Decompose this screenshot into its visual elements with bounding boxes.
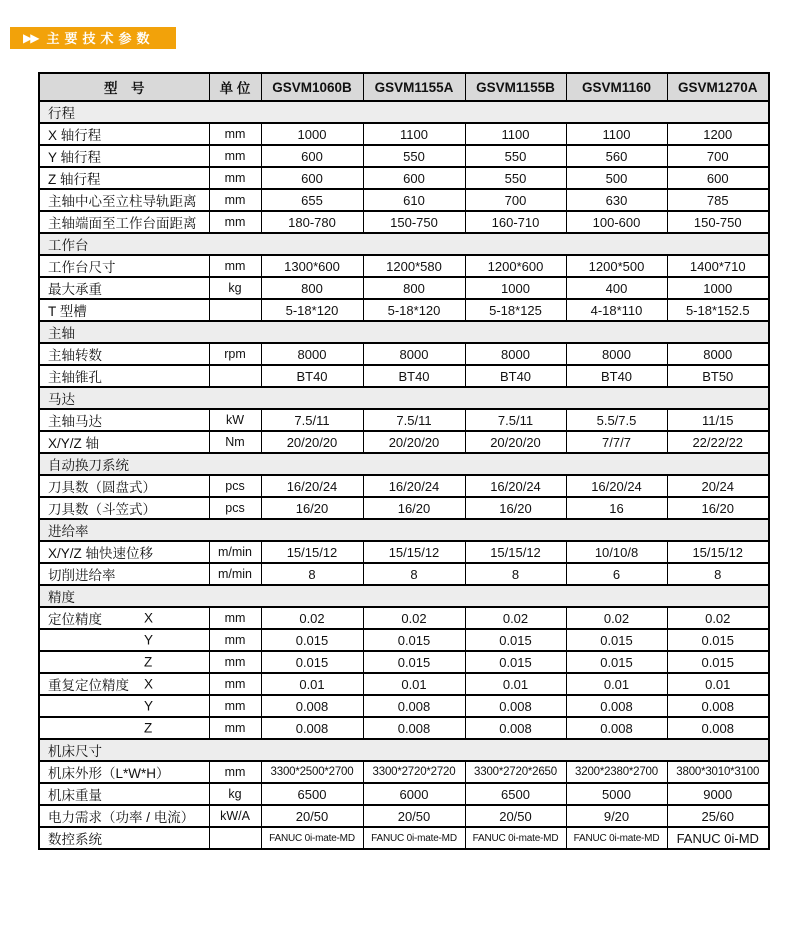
value-cell: 600 — [667, 167, 769, 189]
value-cell: 0.008 — [261, 717, 363, 739]
value-cell: 5-18*120 — [261, 299, 363, 321]
value-cell: 20/20/20 — [363, 431, 465, 453]
value-cell: 6 — [566, 563, 667, 585]
value-cell: 22/22/22 — [667, 431, 769, 453]
spec-row — [39, 695, 769, 717]
unit-cell: mm — [209, 629, 261, 651]
value-cell: 1200 — [667, 123, 769, 145]
value-cell: 0.01 — [566, 673, 667, 695]
value-cell: 7.5/11 — [465, 409, 566, 431]
value-cell: 1300*600 — [261, 255, 363, 277]
value-cell: 8000 — [261, 343, 363, 365]
value-cell: 16/20/24 — [261, 475, 363, 497]
row-label-cell — [39, 497, 209, 519]
row-label-cell — [39, 475, 209, 497]
spec-row — [39, 629, 769, 651]
row-label: X/Y/Z 轴快速位移 — [48, 546, 154, 561]
section-banner — [10, 27, 176, 49]
value-cell: 16/20/24 — [363, 475, 465, 497]
value-cell: 550 — [363, 145, 465, 167]
value-cell: FANUC 0i-mate-MD — [363, 827, 465, 849]
value-cell: 5-18*120 — [363, 299, 465, 321]
spec-row — [39, 145, 769, 167]
row-label: 工作台尺寸 — [48, 260, 116, 275]
row-label: 电力需求（功率 / 电流） — [48, 810, 195, 825]
value-cell: 0.015 — [465, 629, 566, 651]
value-cell: 5000 — [566, 783, 667, 805]
value-cell: 630 — [566, 189, 667, 211]
unit-cell: mm — [209, 189, 261, 211]
value-cell: 4-18*110 — [566, 299, 667, 321]
row-label-cell — [39, 783, 209, 805]
row-label-cell — [39, 409, 209, 431]
section-row — [39, 387, 769, 409]
value-cell: 550 — [465, 145, 566, 167]
value-cell: 0.015 — [465, 651, 566, 673]
value-cell: 500 — [566, 167, 667, 189]
section-row — [39, 101, 769, 123]
value-cell: 560 — [566, 145, 667, 167]
value-cell: 0.02 — [363, 607, 465, 629]
spec-row — [39, 409, 769, 431]
value-cell: 6000 — [363, 783, 465, 805]
value-cell: FANUC 0i-mate-MD — [261, 827, 363, 849]
unit-cell: kg — [209, 783, 261, 805]
value-cell: 1200*600 — [465, 255, 566, 277]
value-cell: 0.008 — [667, 717, 769, 739]
value-cell: 16/20/24 — [465, 475, 566, 497]
value-cell: 8 — [667, 563, 769, 585]
section-label: 主轴 — [39, 321, 769, 343]
value-cell: 0.008 — [566, 695, 667, 717]
row-label-cell — [39, 299, 209, 321]
spec-row — [39, 277, 769, 299]
column-header-GSVM1155A: GSVM1155A — [363, 73, 465, 101]
unit-cell: kW/A — [209, 805, 261, 827]
value-cell: 800 — [261, 277, 363, 299]
value-cell: 0.02 — [667, 607, 769, 629]
row-label-cell — [39, 431, 209, 453]
value-cell: 655 — [261, 189, 363, 211]
section-label: 进给率 — [39, 519, 769, 541]
header-row — [39, 73, 769, 101]
value-cell: 0.015 — [667, 651, 769, 673]
unit-cell: mm — [209, 607, 261, 629]
row-label-cell — [39, 607, 209, 629]
row-label-cell — [39, 343, 209, 365]
spec-row — [39, 299, 769, 321]
value-cell: 20/20/20 — [261, 431, 363, 453]
row-label-cell — [39, 651, 209, 673]
value-cell: 1200*500 — [566, 255, 667, 277]
row-label-cell — [39, 629, 209, 651]
spec-row — [39, 343, 769, 365]
section-row — [39, 321, 769, 343]
value-cell: 180-780 — [261, 211, 363, 233]
value-cell: 0.01 — [465, 673, 566, 695]
row-label-cell — [39, 761, 209, 783]
value-cell: 3300*2720*2650 — [465, 761, 566, 783]
row-label: 主轴转数 — [48, 348, 102, 363]
row-label: 刀具数（斗笠式） — [48, 502, 156, 517]
row-label-cell — [39, 827, 209, 849]
value-cell: 0.008 — [363, 717, 465, 739]
spec-row — [39, 211, 769, 233]
axis-label: X — [144, 610, 154, 626]
value-cell: 20/50 — [363, 805, 465, 827]
value-cell: 1100 — [465, 123, 566, 145]
unit-cell: mm — [209, 211, 261, 233]
unit-cell: Nm — [209, 431, 261, 453]
column-header-unit: 单 位 — [209, 73, 261, 101]
value-cell: FANUC 0i-mate-MD — [566, 827, 667, 849]
value-cell: 0.015 — [566, 651, 667, 673]
value-cell: BT40 — [566, 365, 667, 387]
axis-label: Y — [144, 698, 154, 714]
value-cell: 0.02 — [465, 607, 566, 629]
unit-cell: mm — [209, 761, 261, 783]
value-cell: 8000 — [667, 343, 769, 365]
spec-row — [39, 717, 769, 739]
value-cell: 3300*2500*2700 — [261, 761, 363, 783]
value-cell: 785 — [667, 189, 769, 211]
value-cell: BT40 — [465, 365, 566, 387]
row-label-cell — [39, 717, 209, 739]
spec-row — [39, 805, 769, 827]
section-row — [39, 739, 769, 761]
spec-row — [39, 189, 769, 211]
column-header-GSVM1270A: GSVM1270A — [667, 73, 769, 101]
value-cell: 7.5/11 — [261, 409, 363, 431]
row-label-cell — [39, 541, 209, 563]
spec-row — [39, 563, 769, 585]
unit-cell: mm — [209, 695, 261, 717]
unit-cell — [209, 365, 261, 387]
spec-table-body — [39, 101, 769, 849]
value-cell: 3800*3010*3100 — [667, 761, 769, 783]
unit-cell: rpm — [209, 343, 261, 365]
column-header-GSVM1155B: GSVM1155B — [465, 73, 566, 101]
value-cell: 1000 — [667, 277, 769, 299]
row-label: 定位精度 — [48, 612, 102, 627]
value-cell: 16/20 — [363, 497, 465, 519]
value-cell: 0.015 — [667, 629, 769, 651]
value-cell: 550 — [465, 167, 566, 189]
value-cell: 8000 — [566, 343, 667, 365]
row-label: Y 轴行程 — [48, 150, 102, 165]
value-cell: 7/7/7 — [566, 431, 667, 453]
value-cell: 700 — [465, 189, 566, 211]
value-cell: 8 — [363, 563, 465, 585]
value-cell: 11/15 — [667, 409, 769, 431]
unit-cell: mm — [209, 123, 261, 145]
section-label: 马达 — [39, 387, 769, 409]
value-cell: 1400*710 — [667, 255, 769, 277]
unit-cell: mm — [209, 167, 261, 189]
row-label: 主轴中心至立柱导轨距离 — [48, 194, 197, 209]
value-cell: 1200*580 — [363, 255, 465, 277]
row-label: 机床外形（L*W*H） — [48, 766, 170, 781]
spec-row — [39, 673, 769, 695]
value-cell: 20/20/20 — [465, 431, 566, 453]
row-label-cell — [39, 123, 209, 145]
section-row — [39, 233, 769, 255]
section-label: 工作台 — [39, 233, 769, 255]
unit-cell: m/min — [209, 563, 261, 585]
spec-row — [39, 167, 769, 189]
row-label: X 轴行程 — [48, 128, 102, 143]
row-label-cell — [39, 145, 209, 167]
value-cell: 15/15/12 — [261, 541, 363, 563]
column-header-GSVM1060B: GSVM1060B — [261, 73, 363, 101]
value-cell: 9000 — [667, 783, 769, 805]
spec-table — [38, 72, 770, 850]
unit-cell: mm — [209, 673, 261, 695]
row-label-cell — [39, 277, 209, 299]
value-cell: 8 — [465, 563, 566, 585]
value-cell: 600 — [261, 145, 363, 167]
row-label: 主轴锥孔 — [48, 370, 102, 385]
section-label: 精度 — [39, 585, 769, 607]
spec-row — [39, 761, 769, 783]
row-label: 主轴端面至工作台面距离 — [48, 216, 197, 231]
value-cell: 16 — [566, 497, 667, 519]
axis-label: Z — [144, 720, 153, 736]
unit-cell: pcs — [209, 475, 261, 497]
value-cell: 20/50 — [465, 805, 566, 827]
row-label: Z 轴行程 — [48, 172, 101, 187]
spec-row — [39, 123, 769, 145]
row-label: 数控系统 — [48, 832, 102, 847]
value-cell: 15/15/12 — [363, 541, 465, 563]
unit-cell: m/min — [209, 541, 261, 563]
value-cell: 0.01 — [667, 673, 769, 695]
value-cell: BT40 — [261, 365, 363, 387]
value-cell: 16/20/24 — [566, 475, 667, 497]
row-label-cell — [39, 255, 209, 277]
value-cell: 1100 — [566, 123, 667, 145]
value-cell: 25/60 — [667, 805, 769, 827]
value-cell: 160-710 — [465, 211, 566, 233]
value-cell: FANUC 0i-mate-MD — [465, 827, 566, 849]
value-cell: 5.5/7.5 — [566, 409, 667, 431]
row-label: 主轴马达 — [48, 414, 102, 429]
value-cell: 6500 — [261, 783, 363, 805]
row-label-cell — [39, 167, 209, 189]
section-label: 自动换刀系统 — [39, 453, 769, 475]
value-cell: 600 — [261, 167, 363, 189]
spec-row — [39, 365, 769, 387]
axis-label: X — [144, 676, 154, 692]
unit-cell: mm — [209, 145, 261, 167]
column-header-GSVM1160: GSVM1160 — [566, 73, 667, 101]
value-cell: 0.008 — [465, 695, 566, 717]
row-label: T 型槽 — [48, 304, 87, 319]
value-cell: 0.008 — [566, 717, 667, 739]
value-cell: 16/20 — [667, 497, 769, 519]
unit-cell: mm — [209, 651, 261, 673]
value-cell: 0.02 — [261, 607, 363, 629]
axis-label: Y — [144, 632, 154, 648]
value-cell: 0.01 — [363, 673, 465, 695]
row-label-cell — [39, 563, 209, 585]
section-row — [39, 585, 769, 607]
value-cell: 400 — [566, 277, 667, 299]
spec-row — [39, 651, 769, 673]
value-cell: 0.02 — [566, 607, 667, 629]
value-cell: 5-18*125 — [465, 299, 566, 321]
unit-cell: kW — [209, 409, 261, 431]
spec-row — [39, 431, 769, 453]
spec-row — [39, 607, 769, 629]
value-cell: BT40 — [363, 365, 465, 387]
spec-row — [39, 497, 769, 519]
spec-row — [39, 541, 769, 563]
row-label: 重复定位精度 — [48, 678, 129, 693]
section-row — [39, 453, 769, 475]
row-label-cell — [39, 189, 209, 211]
value-cell: 1000 — [465, 277, 566, 299]
spec-row — [39, 827, 769, 849]
value-cell: 0.008 — [465, 717, 566, 739]
value-cell: 800 — [363, 277, 465, 299]
value-cell: 1100 — [363, 123, 465, 145]
value-cell: 0.015 — [363, 651, 465, 673]
value-cell: 15/15/12 — [667, 541, 769, 563]
row-label-cell — [39, 805, 209, 827]
double-arrow-icon: ▶▶ — [23, 31, 38, 45]
row-label-cell — [39, 695, 209, 717]
value-cell: 0.015 — [566, 629, 667, 651]
section-row — [39, 519, 769, 541]
unit-cell — [209, 299, 261, 321]
row-label-cell — [39, 365, 209, 387]
unit-cell: mm — [209, 717, 261, 739]
column-header-model: 型 号 — [39, 73, 209, 101]
value-cell: 0.008 — [667, 695, 769, 717]
unit-cell: kg — [209, 277, 261, 299]
row-label: 机床重量 — [48, 788, 102, 803]
row-label-cell — [39, 211, 209, 233]
value-cell: 16/20 — [261, 497, 363, 519]
value-cell: 5-18*152.5 — [667, 299, 769, 321]
row-label: 切削进给率 — [48, 568, 116, 583]
value-cell: 16/20 — [465, 497, 566, 519]
row-label: X/Y/Z 轴 — [48, 436, 100, 451]
unit-cell — [209, 827, 261, 849]
value-cell: 0.015 — [363, 629, 465, 651]
value-cell: 700 — [667, 145, 769, 167]
value-cell: 0.015 — [261, 651, 363, 673]
banner-title: 主要技术参数 — [46, 30, 155, 46]
value-cell: 100-600 — [566, 211, 667, 233]
section-label: 机床尺寸 — [39, 739, 769, 761]
row-label-cell — [39, 673, 209, 695]
value-cell: 20/24 — [667, 475, 769, 497]
row-label: 最大承重 — [48, 282, 102, 297]
spec-row — [39, 255, 769, 277]
row-label: 刀具数（圆盘式） — [48, 480, 156, 495]
value-cell: 0.008 — [363, 695, 465, 717]
value-cell: 150-750 — [363, 211, 465, 233]
value-cell: 20/50 — [261, 805, 363, 827]
value-cell: BT50 — [667, 365, 769, 387]
value-cell: 3200*2380*2700 — [566, 761, 667, 783]
unit-cell: pcs — [209, 497, 261, 519]
value-cell: 0.015 — [261, 629, 363, 651]
value-cell: 0.01 — [261, 673, 363, 695]
value-cell: 8000 — [363, 343, 465, 365]
spec-table-header — [39, 73, 769, 101]
value-cell: 150-750 — [667, 211, 769, 233]
value-cell: 6500 — [465, 783, 566, 805]
value-cell: 15/15/12 — [465, 541, 566, 563]
spec-row — [39, 475, 769, 497]
section-label: 行程 — [39, 101, 769, 123]
value-cell: 600 — [363, 167, 465, 189]
value-cell: 8 — [261, 563, 363, 585]
value-cell: 3300*2720*2720 — [363, 761, 465, 783]
value-cell: 7.5/11 — [363, 409, 465, 431]
value-cell: 1000 — [261, 123, 363, 145]
value-cell: 10/10/8 — [566, 541, 667, 563]
value-cell: 610 — [363, 189, 465, 211]
spec-row — [39, 783, 769, 805]
value-cell: FANUC 0i-MD — [667, 827, 769, 849]
unit-cell: mm — [209, 255, 261, 277]
axis-label: Z — [144, 654, 153, 670]
value-cell: 9/20 — [566, 805, 667, 827]
value-cell: 8000 — [465, 343, 566, 365]
value-cell: 0.008 — [261, 695, 363, 717]
